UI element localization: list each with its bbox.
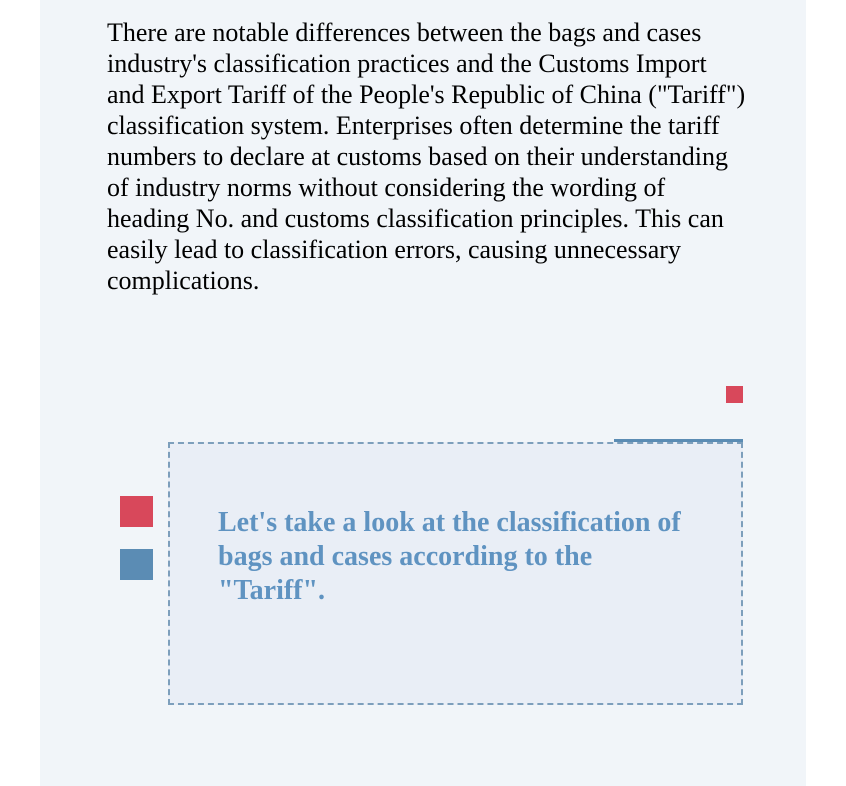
decorative-square-blue	[120, 549, 153, 580]
callout-text: Let's take a look at the classification of bags and cases according to the "Tariff".	[218, 507, 681, 606]
decorative-square-red	[120, 496, 153, 527]
callout-box	[168, 442, 743, 705]
content-panel	[40, 0, 806, 786]
decorative-square-red-small	[726, 386, 743, 403]
intro-paragraph: There are notable differences between the bags and cases industry's classification practices and the Customs Import and Export Tariff of the People's Republic of China ("Tariff") classification system. Enterprises often determine the tariff numbers to declare at customs based on their understanding of industry norms without considering the wording of heading No. and customs classification principles. This can easily lead to classification errors, causing unnecessary complications.	[107, 18, 746, 295]
